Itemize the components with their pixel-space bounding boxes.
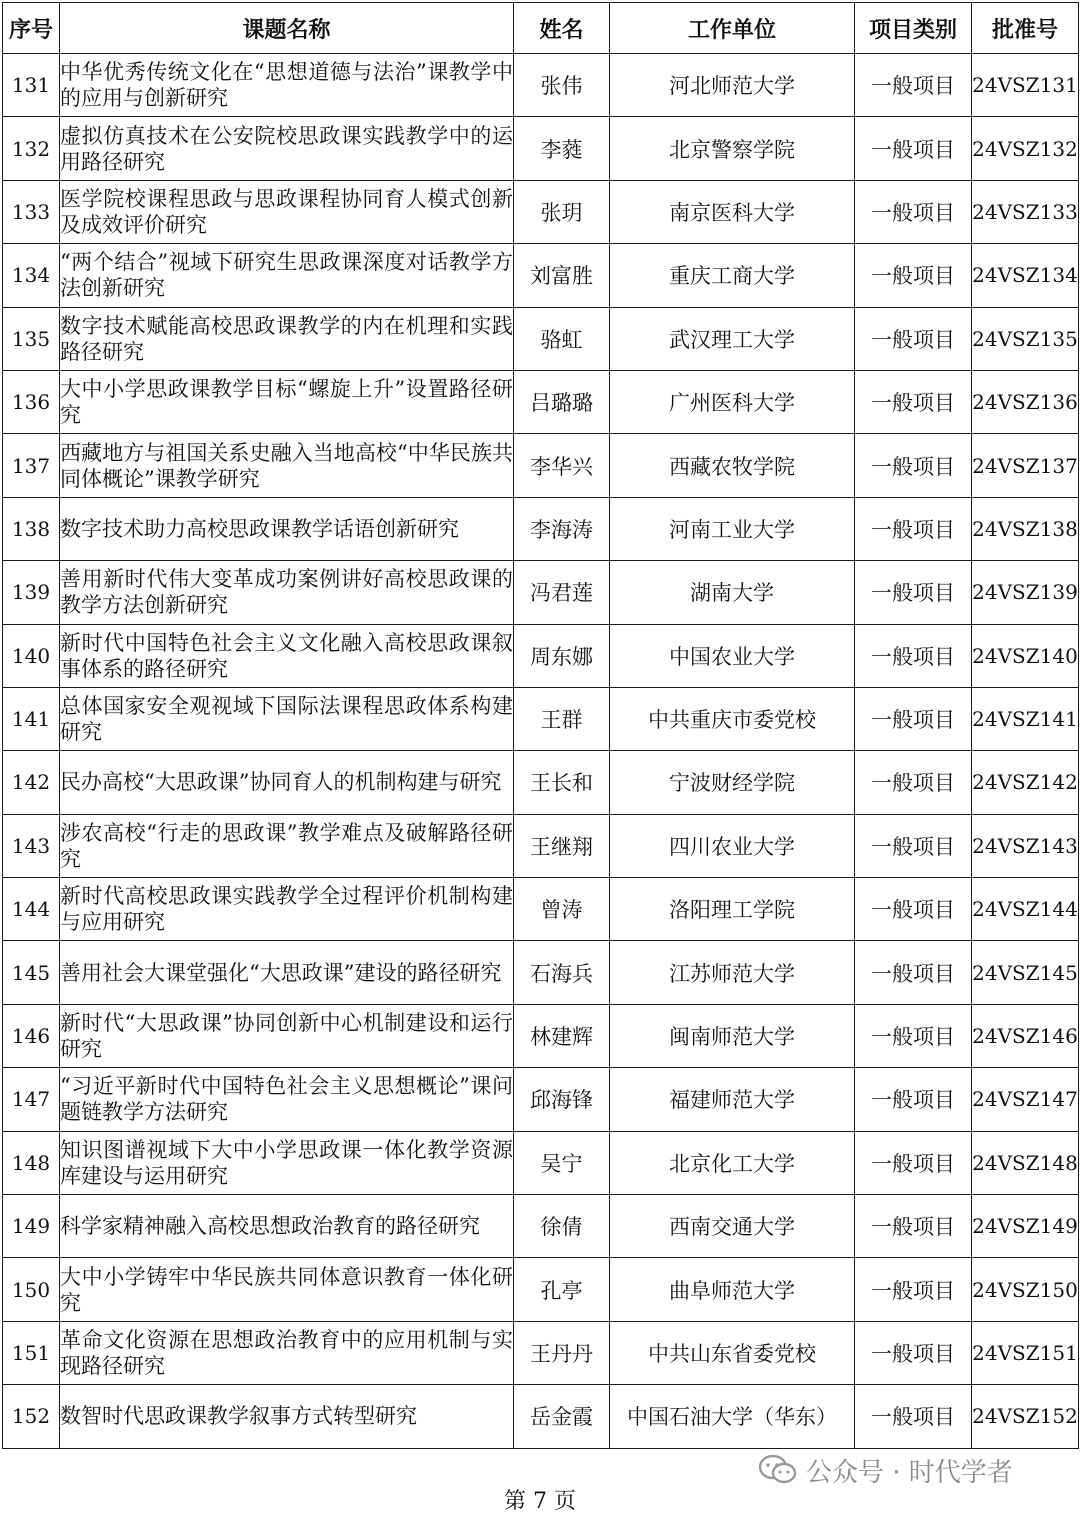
row-type: 一般项目 xyxy=(855,1385,972,1448)
row-name: 邱海锋 xyxy=(514,1068,610,1131)
row-unit: 中国农业大学 xyxy=(610,624,855,687)
row-title: 新时代高校思政课实践教学全过程评价机制构建与应用研究 xyxy=(60,878,514,941)
table-row xyxy=(3,814,1079,877)
row-name: 周东娜 xyxy=(514,624,610,687)
row-type: 一般项目 xyxy=(855,497,972,560)
row-code: 24VSZ143 xyxy=(972,814,1079,877)
row-unit: 宁波财经学院 xyxy=(610,751,855,814)
row-seq: 140 xyxy=(3,624,60,687)
row-name: 骆虹 xyxy=(514,307,610,370)
row-seq: 150 xyxy=(3,1258,60,1321)
row-title: 大中小学铸牢中华民族共同体意识教育一体化研究 xyxy=(60,1258,514,1321)
row-title: 总体国家安全观视域下国际法课程思政体系构建研究 xyxy=(60,687,514,750)
row-unit: 河南工业大学 xyxy=(610,497,855,560)
row-type: 一般项目 xyxy=(855,1068,972,1131)
row-unit: 北京警察学院 xyxy=(610,117,855,180)
row-seq: 149 xyxy=(3,1195,60,1258)
row-name: 曾涛 xyxy=(514,878,610,941)
row-unit: 福建师范大学 xyxy=(610,1068,855,1131)
row-type: 一般项目 xyxy=(855,687,972,750)
row-name: 李蕤 xyxy=(514,117,610,180)
row-name: 李华兴 xyxy=(514,434,610,497)
row-seq: 145 xyxy=(3,941,60,1004)
header-unit: 工作单位 xyxy=(610,3,855,54)
row-type: 一般项目 xyxy=(855,1195,972,1258)
header-name: 姓名 xyxy=(514,3,610,54)
row-seq: 137 xyxy=(3,434,60,497)
row-name: 吕璐璐 xyxy=(514,370,610,433)
row-seq: 133 xyxy=(3,180,60,243)
row-title: 善用社会大课堂强化“大思政课”建设的路径研究 xyxy=(60,941,514,1004)
table-row xyxy=(3,878,1079,941)
row-unit: 洛阳理工学院 xyxy=(610,878,855,941)
header-code: 批准号 xyxy=(972,3,1079,54)
row-type: 一般项目 xyxy=(855,1258,972,1321)
row-name: 林建辉 xyxy=(514,1004,610,1067)
row-title: 数字技术赋能高校思政课教学的内在机理和实践路径研究 xyxy=(60,307,514,370)
watermark-text: 公众号 · 时代学者 xyxy=(806,1457,1013,1488)
row-seq: 132 xyxy=(3,117,60,180)
table-row xyxy=(3,244,1079,307)
table-row xyxy=(3,1321,1079,1384)
row-title: “习近平新时代中国特色社会主义思想概论”课问题链教学方法研究 xyxy=(60,1068,514,1131)
table-row xyxy=(3,1258,1079,1321)
table-row xyxy=(3,1068,1079,1131)
table-row xyxy=(3,561,1079,624)
row-seq: 131 xyxy=(3,54,60,117)
row-name: 刘富胜 xyxy=(514,244,610,307)
table-row xyxy=(3,307,1079,370)
row-name: 吴宁 xyxy=(514,1131,610,1194)
row-code: 24VSZ141 xyxy=(972,687,1079,750)
row-type: 一般项目 xyxy=(855,1321,972,1384)
row-title: 数字技术助力高校思政课教学话语创新研究 xyxy=(60,497,514,560)
row-type: 一般项目 xyxy=(855,54,972,117)
page-number: 第 7 页 xyxy=(504,1489,576,1514)
table-row xyxy=(3,1195,1079,1258)
project-table xyxy=(2,2,1079,1449)
row-seq: 134 xyxy=(3,244,60,307)
row-code: 24VSZ152 xyxy=(972,1385,1079,1448)
row-seq: 146 xyxy=(3,1004,60,1067)
row-unit: 闽南师范大学 xyxy=(610,1004,855,1067)
row-code: 24VSZ131 xyxy=(972,54,1079,117)
row-name: 张玥 xyxy=(514,180,610,243)
row-title: 大中小学思政课教学目标“螺旋上升”设置路径研究 xyxy=(60,370,514,433)
row-title: 新时代“大思政课”协同创新中心机制建设和运行研究 xyxy=(60,1004,514,1067)
row-type: 一般项目 xyxy=(855,434,972,497)
row-name: 张伟 xyxy=(514,54,610,117)
table-body xyxy=(3,54,1079,1449)
row-code: 24VSZ151 xyxy=(972,1321,1079,1384)
row-code: 24VSZ150 xyxy=(972,1258,1079,1321)
row-name: 徐倩 xyxy=(514,1195,610,1258)
row-type: 一般项目 xyxy=(855,814,972,877)
row-unit: 中国石油大学（华东） xyxy=(610,1385,855,1448)
row-type: 一般项目 xyxy=(855,307,972,370)
row-code: 24VSZ134 xyxy=(972,244,1079,307)
row-seq: 142 xyxy=(3,751,60,814)
row-type: 一般项目 xyxy=(855,751,972,814)
row-type: 一般项目 xyxy=(855,624,972,687)
row-unit: 重庆工商大学 xyxy=(610,244,855,307)
row-name: 王长和 xyxy=(514,751,610,814)
row-code: 24VSZ132 xyxy=(972,117,1079,180)
row-code: 24VSZ136 xyxy=(972,370,1079,433)
row-unit: 四川农业大学 xyxy=(610,814,855,877)
row-code: 24VSZ135 xyxy=(972,307,1079,370)
row-unit: 中共重庆市委党校 xyxy=(610,687,855,750)
table-row xyxy=(3,687,1079,750)
row-code: 24VSZ133 xyxy=(972,180,1079,243)
row-unit: 湖南大学 xyxy=(610,561,855,624)
row-code: 24VSZ147 xyxy=(972,1068,1079,1131)
table-row xyxy=(3,180,1079,243)
row-code: 24VSZ146 xyxy=(972,1004,1079,1067)
row-title: 善用新时代伟大变革成功案例讲好高校思政课的教学方法创新研究 xyxy=(60,561,514,624)
row-title: 西藏地方与祖国关系史融入当地高校“中华民族共同体概论”课教学研究 xyxy=(60,434,514,497)
row-seq: 135 xyxy=(3,307,60,370)
table-row xyxy=(3,1385,1079,1448)
row-title: “两个结合”视域下研究生思政课深度对话教学方法创新研究 xyxy=(60,244,514,307)
row-name: 冯君莲 xyxy=(514,561,610,624)
row-type: 一般项目 xyxy=(855,1131,972,1194)
row-seq: 141 xyxy=(3,687,60,750)
row-title: 知识图谱视域下大中小学思政课一体化教学资源库建设与运用研究 xyxy=(60,1131,514,1194)
table-row xyxy=(3,624,1079,687)
row-name: 王群 xyxy=(514,687,610,750)
row-seq: 139 xyxy=(3,561,60,624)
row-code: 24VSZ144 xyxy=(972,878,1079,941)
row-title: 数智时代思政课教学叙事方式转型研究 xyxy=(60,1385,514,1448)
row-name: 王继翔 xyxy=(514,814,610,877)
row-type: 一般项目 xyxy=(855,561,972,624)
row-title: 医学院校课程思政与思政课程协同育人模式创新及成效评价研究 xyxy=(60,180,514,243)
row-unit: 曲阜师范大学 xyxy=(610,1258,855,1321)
row-title: 中华优秀传统文化在“思想道德与法治”课教学中的应用与创新研究 xyxy=(60,54,514,117)
row-code: 24VSZ140 xyxy=(972,624,1079,687)
row-title: 科学家精神融入高校思想政治教育的路径研究 xyxy=(60,1195,514,1258)
row-seq: 136 xyxy=(3,370,60,433)
row-name: 岳金霞 xyxy=(514,1385,610,1448)
row-name: 李海涛 xyxy=(514,497,610,560)
row-title: 革命文化资源在思想政治教育中的应用机制与实现路径研究 xyxy=(60,1321,514,1384)
row-seq: 152 xyxy=(3,1385,60,1448)
table-row xyxy=(3,941,1079,1004)
row-unit: 河北师范大学 xyxy=(610,54,855,117)
table-header-row xyxy=(3,3,1079,54)
row-title: 新时代中国特色社会主义文化融入高校思政课叙事体系的路径研究 xyxy=(60,624,514,687)
header-title: 课题名称 xyxy=(60,3,514,54)
row-code: 24VSZ137 xyxy=(972,434,1079,497)
table-row xyxy=(3,54,1079,117)
row-type: 一般项目 xyxy=(855,180,972,243)
row-seq: 144 xyxy=(3,878,60,941)
row-seq: 147 xyxy=(3,1068,60,1131)
row-unit: 西南交通大学 xyxy=(610,1195,855,1258)
row-unit: 江苏师范大学 xyxy=(610,941,855,1004)
row-code: 24VSZ148 xyxy=(972,1131,1079,1194)
table-row xyxy=(3,497,1079,560)
table-row xyxy=(3,370,1079,433)
table-row xyxy=(3,117,1079,180)
row-code: 24VSZ138 xyxy=(972,497,1079,560)
header-type: 项目类别 xyxy=(855,3,972,54)
row-title: 涉农高校“行走的思政课”教学难点及破解路径研究 xyxy=(60,814,514,877)
row-title: 虚拟仿真技术在公安院校思政课实践教学中的运用路径研究 xyxy=(60,117,514,180)
row-type: 一般项目 xyxy=(855,941,972,1004)
row-title: 民办高校“大思政课”协同育人的机制构建与研究 xyxy=(60,751,514,814)
row-type: 一般项目 xyxy=(855,878,972,941)
row-unit: 北京化工大学 xyxy=(610,1131,855,1194)
row-unit: 中共山东省委党校 xyxy=(610,1321,855,1384)
row-type: 一般项目 xyxy=(855,370,972,433)
table-row xyxy=(3,434,1079,497)
row-unit: 广州医科大学 xyxy=(610,370,855,433)
row-code: 24VSZ145 xyxy=(972,941,1079,1004)
wechat-icon xyxy=(758,1454,798,1486)
row-unit: 武汉理工大学 xyxy=(610,307,855,370)
row-name: 孔亭 xyxy=(514,1258,610,1321)
row-name: 王丹丹 xyxy=(514,1321,610,1384)
header-seq: 序号 xyxy=(3,3,60,54)
table-row xyxy=(3,751,1079,814)
row-seq: 138 xyxy=(3,497,60,560)
row-type: 一般项目 xyxy=(855,244,972,307)
row-code: 24VSZ149 xyxy=(972,1195,1079,1258)
row-type: 一般项目 xyxy=(855,117,972,180)
table-row xyxy=(3,1004,1079,1067)
row-unit: 南京医科大学 xyxy=(610,180,855,243)
table-row xyxy=(3,1131,1079,1194)
row-unit: 西藏农牧学院 xyxy=(610,434,855,497)
row-type: 一般项目 xyxy=(855,1004,972,1067)
row-seq: 143 xyxy=(3,814,60,877)
row-name: 石海兵 xyxy=(514,941,610,1004)
row-code: 24VSZ139 xyxy=(972,561,1079,624)
row-seq: 151 xyxy=(3,1321,60,1384)
row-seq: 148 xyxy=(3,1131,60,1194)
row-code: 24VSZ142 xyxy=(972,751,1079,814)
